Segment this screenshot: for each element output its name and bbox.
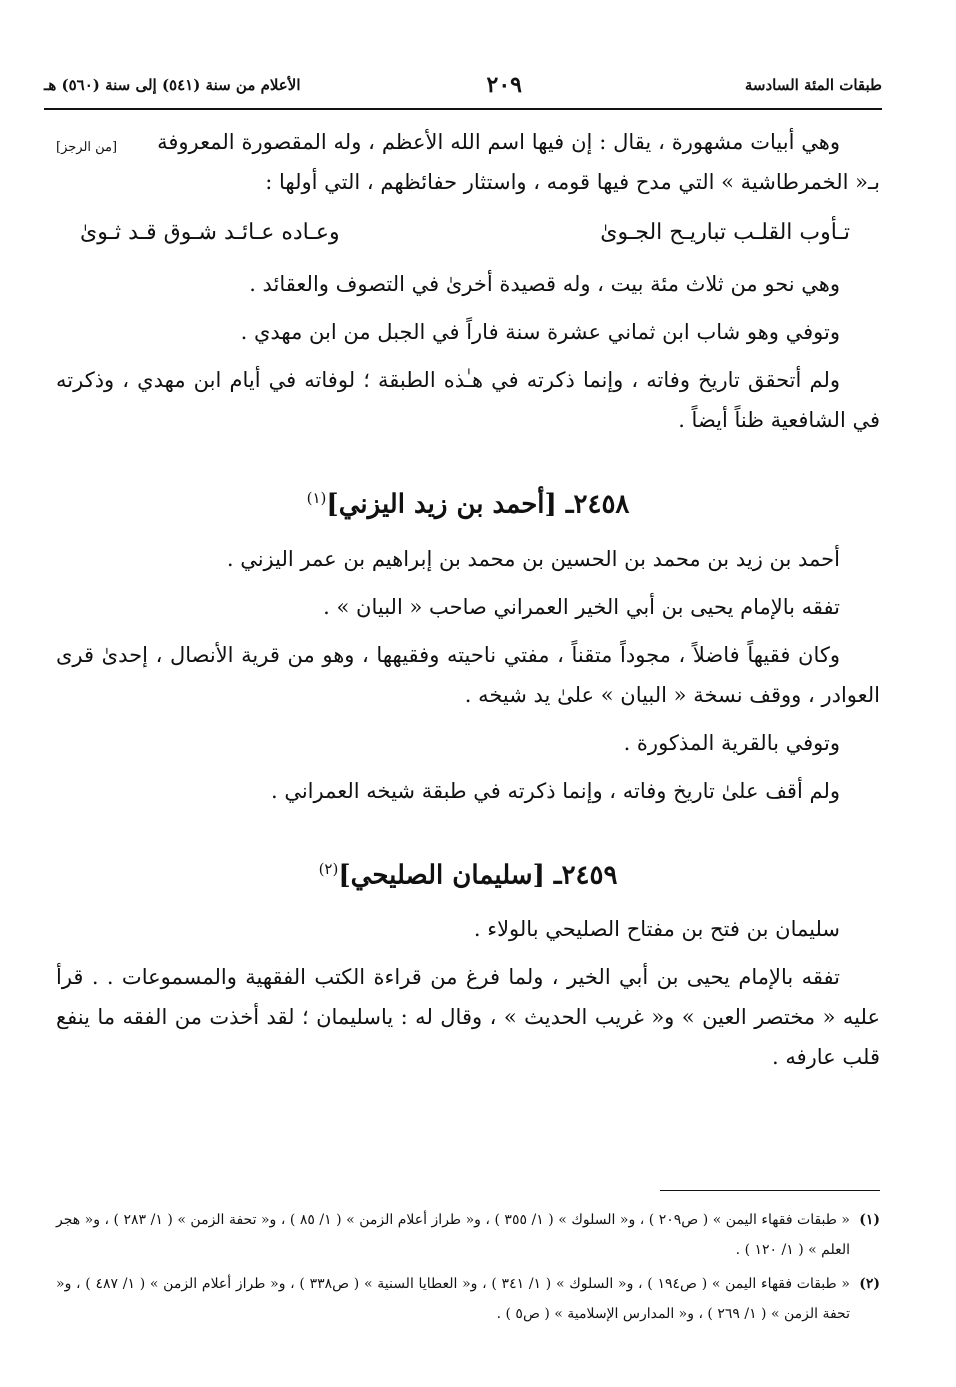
intro-paragraph-2: وهي نحو من ثلاث مئة بيت ، وله قصيدة أخرىٰ في التصوف والعقائد .	[249, 272, 840, 296]
page-body	[56, 122, 880, 1085]
entry-heading-2459	[56, 849, 880, 896]
intro-paragraph-1	[56, 122, 880, 202]
header-section-title: طبقات المئة السادسة	[744, 76, 882, 94]
footnote-1	[56, 1205, 880, 1265]
footnote-number: (١)	[859, 1212, 880, 1228]
footnote-ref: (٢)	[318, 859, 339, 878]
intro-paragraph-3: وتوفي وهو شاب ابن ثماني عشرة سنة فاراً في الجبل من ابن مهدي .	[240, 320, 840, 344]
footnotes	[56, 1205, 880, 1333]
entry1-paragraph-3: وكان فقيهاً فاضلاً ، مجوداً متقناً ، مفتي ناحيته وفقيهها ، وهو من قرية الأنصال ، إحدىٰ قرى العوادر ، ووقف نسخة « البيان » علىٰ يد شيخه .	[56, 642, 880, 707]
entry-title: ٢٤٥٨ـ [أحمد بن زيد اليزني]	[326, 489, 630, 520]
intro-line-2: بـ« الخمرطاشية » التي مدح فيها قومه ، واستثار حفائظهم ، التي أولها :	[265, 170, 880, 194]
footnote-number: (٢)	[859, 1276, 880, 1292]
page-number: ٢٠٩	[486, 72, 522, 98]
meter-note: [من الرجز]	[56, 140, 118, 155]
entry-title: ٢٤٥٩ـ [سليمان الصليحي]	[338, 860, 618, 891]
verse-second-hemistich: وعـاده عـائـد شـوق قـد ثـوىٰ	[80, 220, 340, 245]
verse-first-hemistich: تـأوب القلـب تباريـح الجـوىٰ	[600, 220, 850, 245]
entry1-paragraph-1: أحمد بن زيد بن محمد بن الحسين بن محمد بن إبراهيم بن عمر اليزني .	[226, 546, 840, 571]
footnote-2	[56, 1269, 880, 1329]
intro-line-1: وهي أبيات مشهورة ، يقال : إن فيها اسم الله الأعظم ، وله المقصورة المعروفة	[157, 130, 840, 154]
footnote-ref: (١)	[306, 489, 327, 507]
header-year-range: الأعلام من سنة (٥٤١) إلى سنة (٥٦٠) هـ	[44, 76, 301, 94]
poem-verse	[56, 210, 880, 256]
entry1-paragraph-5: ولم أقف علىٰ تاريخ وفاته ، وإنما ذكرته في طبقة شيخه العمراني .	[270, 778, 840, 803]
footnote-rule	[660, 1190, 880, 1191]
entry2-paragraph-2: تفقه بالإمام يحيى بن أبي الخير ، ولما فرغ من قراءة الكتب الفقهية والمسموعات . . قرأ عليه « مختصر العين » و« غريب الحديث » ، وقال له : ياسليمان ؛ لقد أخذت من الفقه ما ينفع قلب عارفه .	[56, 965, 880, 1070]
header-rule	[44, 108, 882, 110]
entry-heading-2458	[56, 478, 880, 525]
footnote-text: « طبقات فقهاء اليمن » ( ص٢٠٩ ) ، و« السلوك » ( ١/ ٣٥٥ ) ، و« طراز أعلام الزمن » ( ١/ ٨٥ ) ، و« تحفة الزمن » ( ١/ ٢٨٣ ) ، و« هجر العلم » ( ١/ ١٢٠ ) .	[56, 1212, 850, 1258]
running-header	[44, 66, 882, 104]
entry1-paragraph-4: وتوفي بالقرية المذكورة .	[623, 730, 840, 755]
intro-paragraph-4: ولم أتحقق تاريخ وفاته ، وإنما ذكرته في هـٰذه الطبقة ؛ لوفاته في أيام ابن مهدي ، وذكرته في الشافعية ظناً أيضاً .	[56, 368, 880, 432]
entry2-paragraph-1: سليمان بن فتح بن مفتاح الصليحي بالولاء .	[473, 917, 840, 942]
entry1-paragraph-2: تفقه بالإمام يحيى بن أبي الخير العمراني صاحب « البيان » .	[323, 594, 840, 619]
footnote-text: « طبقات فقهاء اليمن » ( ص١٩٤ ) ، و« السلوك » ( ١/ ٣٤١ ) ، و« العطايا السنية » ( ص٣٣٨ ) ، و« طراز أعلام الزمن » ( ١/ ٤٨٧ ) ، و« تحفة الزمن » ( ١/ ٢٦٩ ) ، و« المدارس الإسلامية » ( ص٥ ) .	[56, 1276, 850, 1322]
